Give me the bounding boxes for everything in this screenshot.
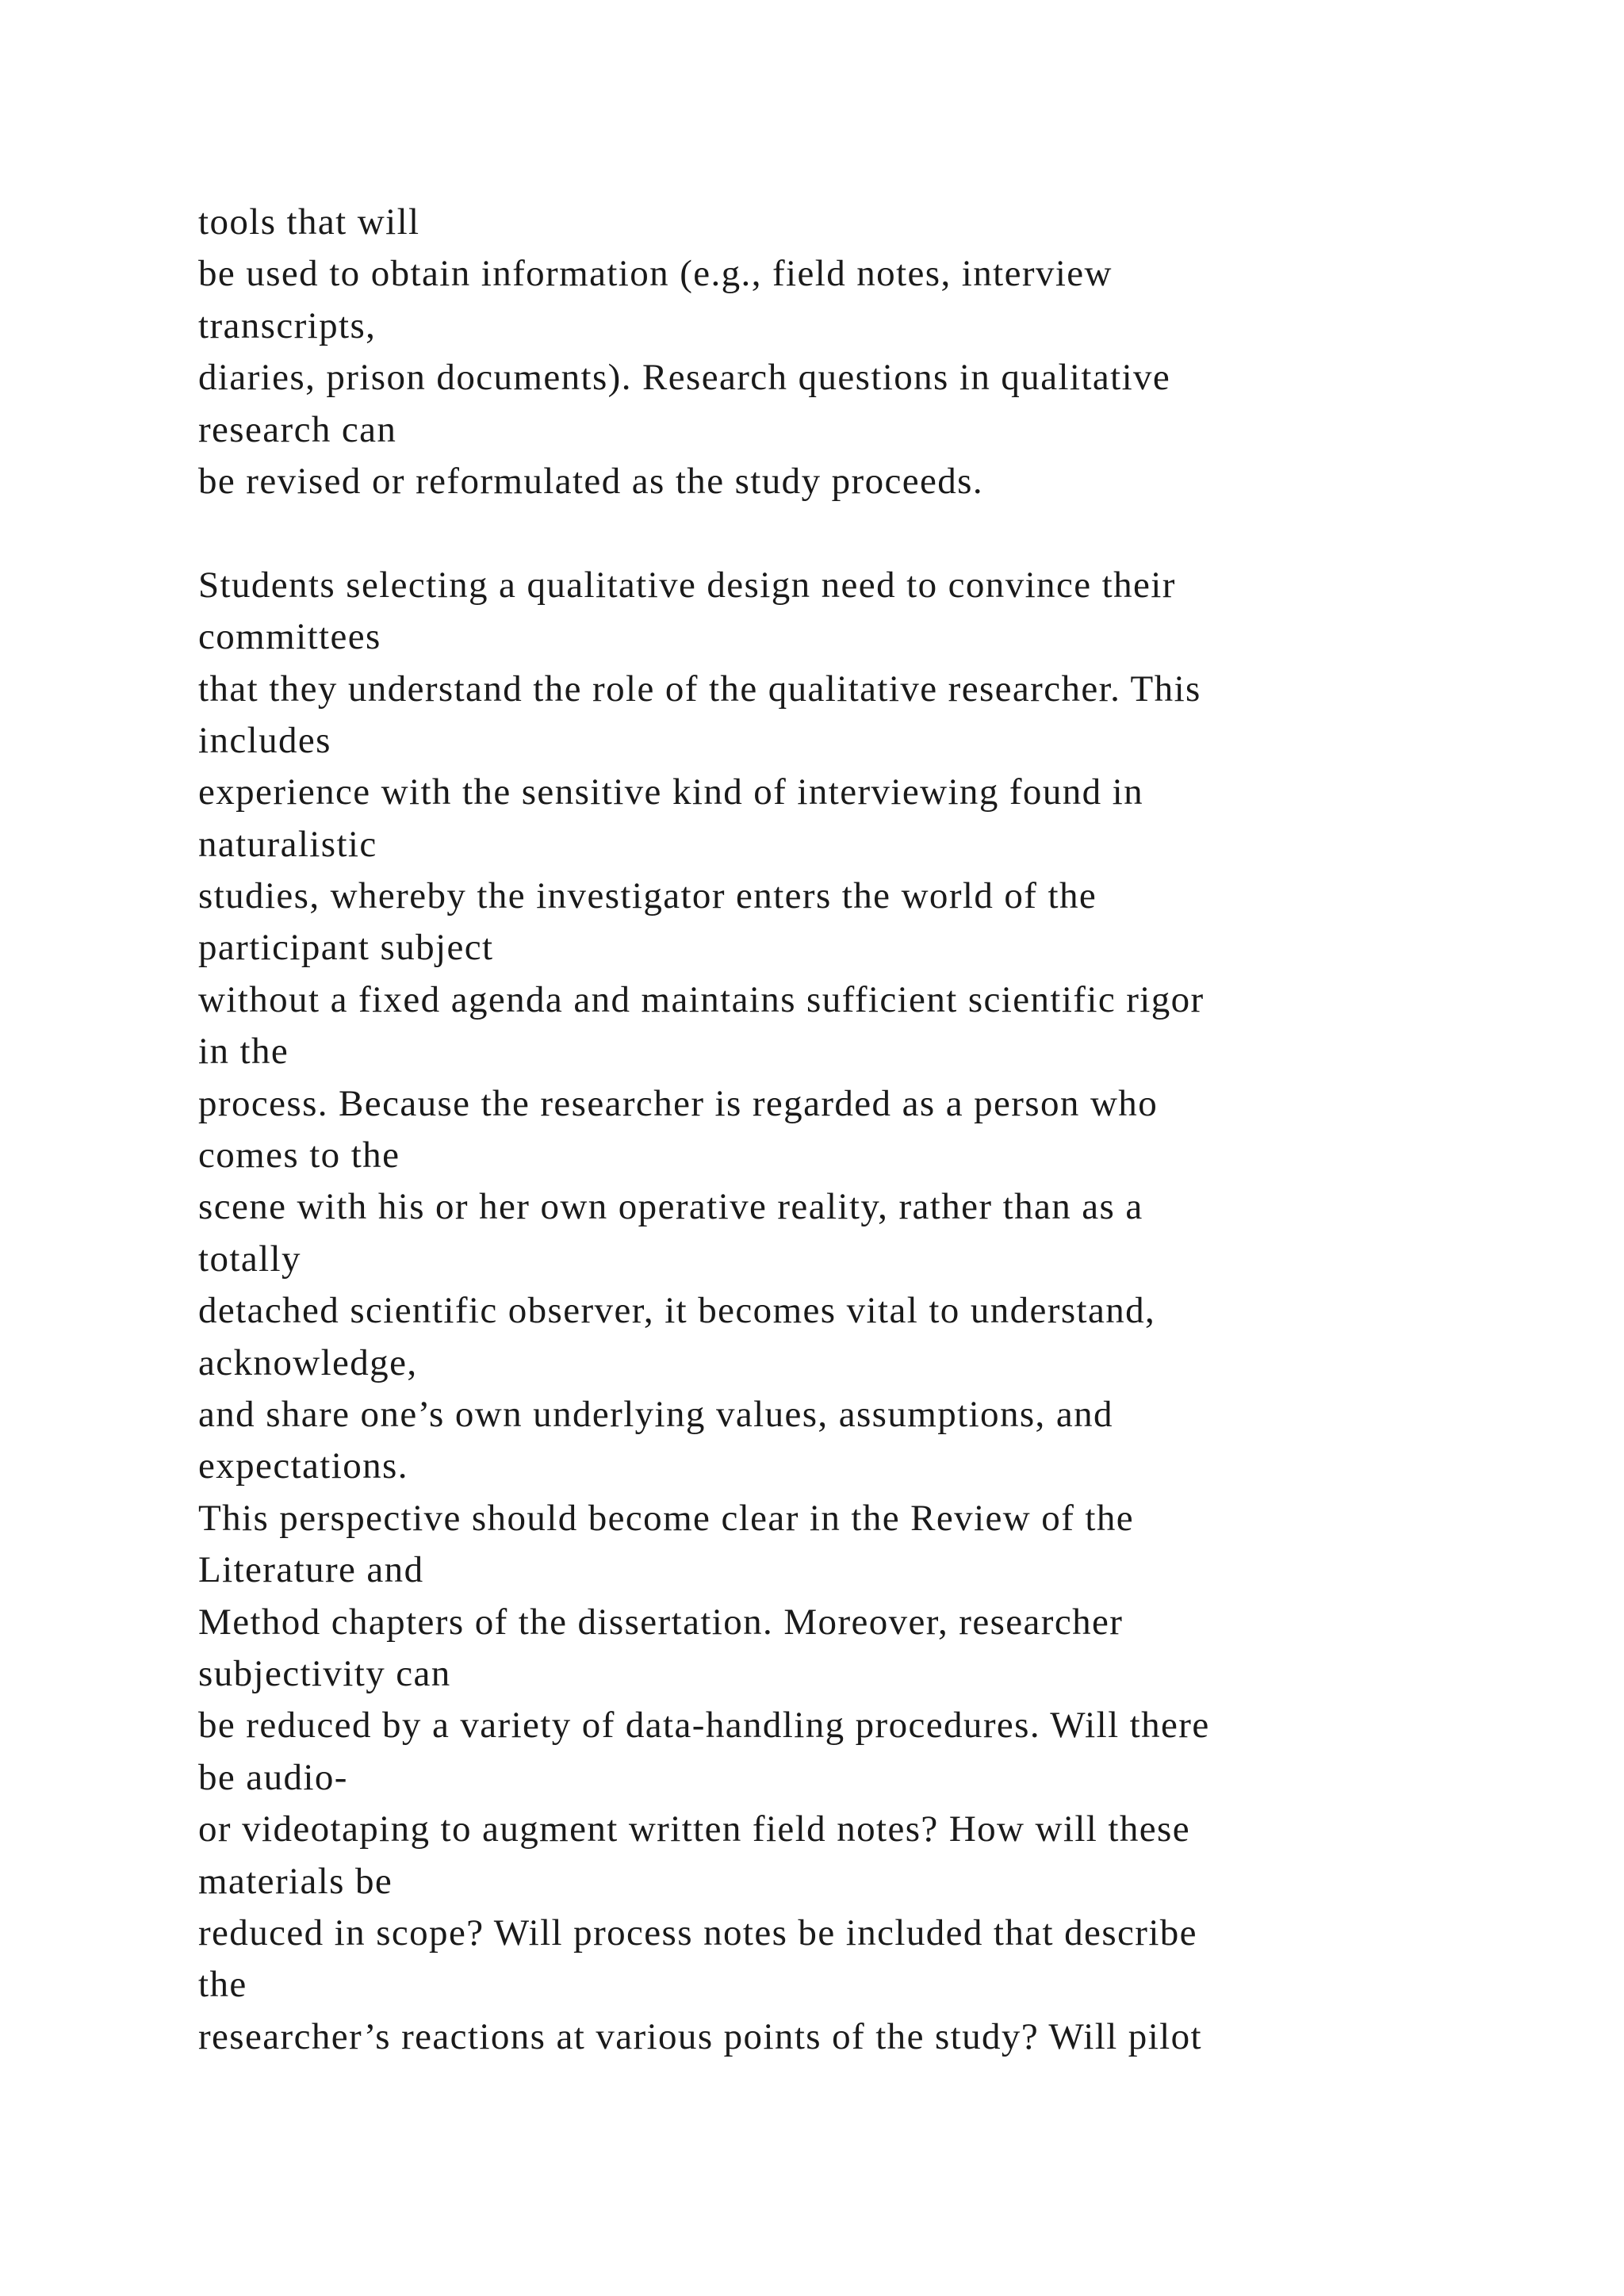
- text-line: be used to obtain information (e.g., field notes, interview: [198, 253, 1113, 295]
- text-line: includes: [198, 719, 331, 761]
- text-line: without a fixed agenda and maintains sufficient scientific rigor: [198, 978, 1205, 1020]
- text-line: acknowledge,: [198, 1341, 418, 1383]
- text-line: materials be: [198, 1860, 393, 1902]
- text-line: research can: [198, 408, 397, 450]
- text-line: totally: [198, 1238, 301, 1280]
- text-line: tools that will: [198, 201, 420, 243]
- text-line: experience with the sensitive kind of interviewing found in: [198, 771, 1144, 813]
- text-line: expectations.: [198, 1445, 408, 1487]
- text-line: that they understand the role of the qualitative researcher. This: [198, 668, 1201, 710]
- text-line: studies, whereby the investigator enters the world of the: [198, 875, 1097, 917]
- text-line: diaries, prison documents). Research questions in qualitative: [198, 357, 1171, 399]
- text-line: Literature and: [198, 1549, 424, 1591]
- text-line: This perspective should become clear in the Review of the: [198, 1497, 1135, 1539]
- text-line: researcher’s reactions at various points of the study? Will pilot: [198, 2015, 1202, 2057]
- text-line: or videotaping to augment written field notes? How will these: [198, 1808, 1190, 1850]
- text-line: participant subject: [198, 927, 494, 969]
- blank-line: [198, 507, 1594, 559]
- text-line: scene with his or her own operative reality, rather than as a: [198, 1186, 1143, 1228]
- text-line: committees: [198, 616, 381, 658]
- text-line: in the: [198, 1031, 289, 1073]
- text-line: Students selecting a qualitative design need to convince their: [198, 564, 1176, 606]
- text-line: and share one’s own underlying values, assumptions, and: [198, 1393, 1113, 1435]
- text-line: be audio-: [198, 1756, 348, 1798]
- text-line: transcripts,: [198, 304, 377, 346]
- text-line: detached scientific observer, it becomes vital to understand,: [198, 1290, 1156, 1332]
- text-line: be revised or reformulated as the study proceeds.: [198, 460, 983, 502]
- text-line: naturalistic: [198, 823, 377, 865]
- text-line: Method chapters of the dissertation. Moreover, researcher: [198, 1601, 1124, 1643]
- text-line: subjectivity can: [198, 1652, 451, 1694]
- document-text: [198, 197, 1594, 2063]
- text-line: the: [198, 1964, 247, 2006]
- text-line: process. Because the researcher is regarded as a person who: [198, 1082, 1159, 1124]
- text-line: be reduced by a variety of data-handling procedures. Will there: [198, 1705, 1210, 1747]
- text-line: reduced in scope? Will process notes be included that describe: [198, 1911, 1197, 1954]
- text-line: comes to the: [198, 1135, 400, 1177]
